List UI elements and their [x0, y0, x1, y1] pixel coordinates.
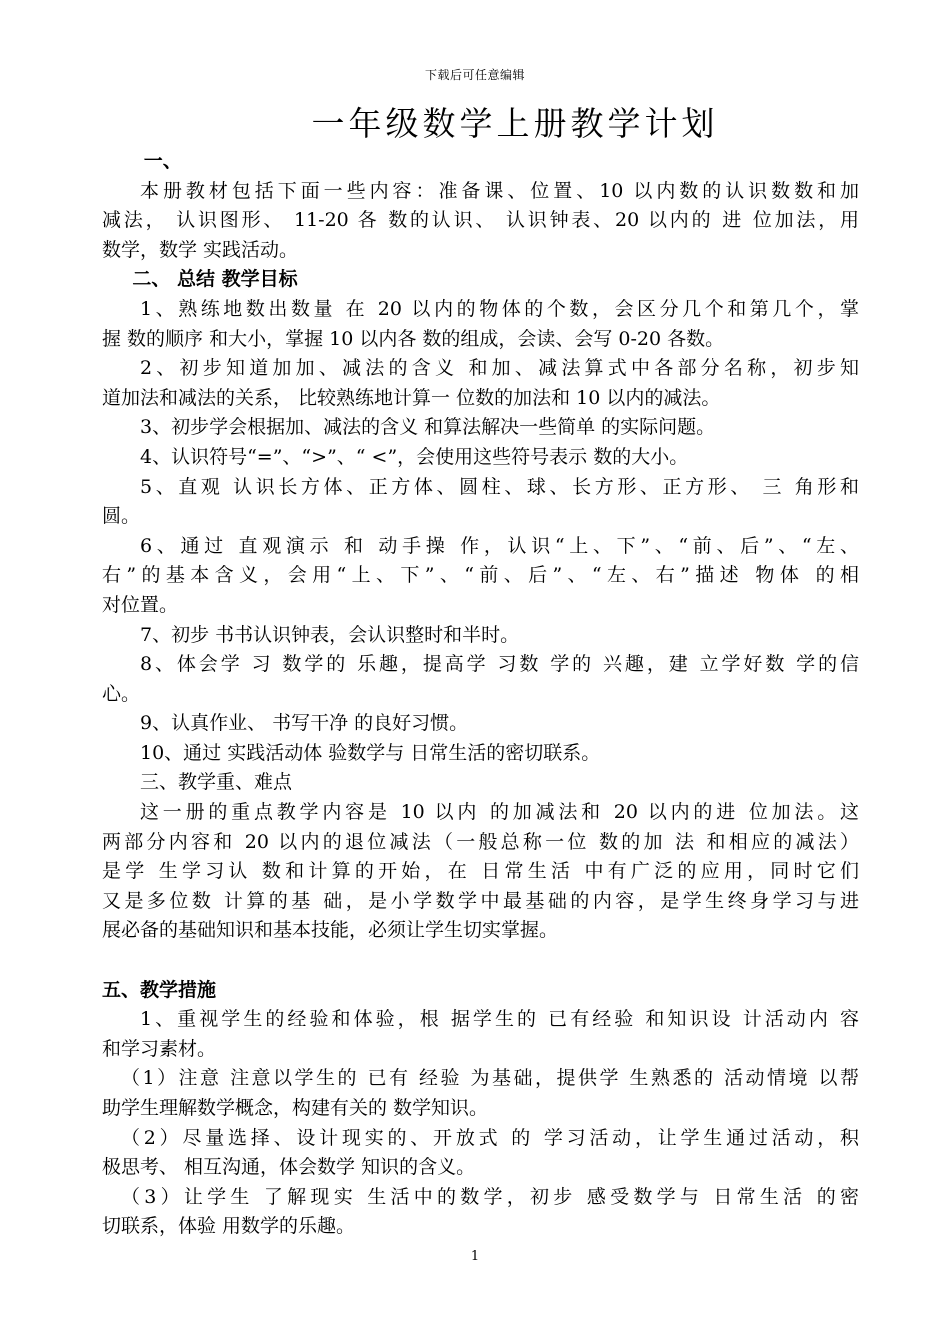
- measure-item-line: 极思考、 相互沟通，体会数学 知识的含义。: [102, 1156, 476, 1179]
- goal-item-line: 对位置。: [102, 593, 179, 616]
- section-3-line: 这一册的重点教学内容是 10 以内 的加减法和 20 以内的进 位加法。这: [140, 801, 859, 824]
- document-title: 一年级数学上册教学计划: [311, 104, 719, 143]
- page-header: 下载后可任意编辑: [424, 68, 525, 82]
- goal-item-line: 2、初步知道加加、减法的含义 和加、减法算式中各部分名称，初步知: [140, 357, 859, 380]
- goal-item-line: 6、通过 直观演示 和 动手操 作，认识“上、下”、“前、后”、“左、: [140, 534, 859, 557]
- measure-item-line: 助学生理解数学概念，构建有关的 数学知识。: [102, 1097, 489, 1119]
- goal-item-line: 心。: [102, 682, 141, 705]
- measure-item-line: （3）让学生 了解现实 生活中的数学，初步 感受数学与 日常生活 的密: [121, 1185, 859, 1208]
- section-1-line: 本册教材包括下面一些内容：准备课、位置、10 以内数的认识数数和加: [140, 179, 859, 202]
- goal-item-line: 右”的基本含义，会用“上、下”、“前、后”、“左、右”描述 物体 的相: [102, 564, 859, 587]
- measure-item-line: 1、重视学生的经验和体验，根 据学生的 已有经验 和知识设 计活动内 容: [140, 1008, 859, 1031]
- measure-item-line: 和学习素材。: [102, 1037, 217, 1060]
- goal-item-line: 9、认真作业、 书写干净 的良好习惯。: [140, 712, 469, 735]
- section-3-line: 两部分内容和 20 以内的退位减法（一般总称一位 数的加 法 和相应的减法）: [102, 830, 859, 853]
- goal-item-line: 道加法和减法的关系， 比较熟练地计算一 位数的加法和 10 以内的减法。: [102, 386, 721, 409]
- goal-item-line: 8、体会学 习 数学的 乐趣，提高学 习数 学的 兴趣，建 立学好数 学的信: [140, 653, 859, 676]
- section-1-line: 数学，数学 实践活动。: [102, 238, 299, 261]
- page-number: 1: [470, 1249, 480, 1264]
- section-3-heading: 三、教学重、难点: [140, 771, 293, 794]
- goal-item-line: 5、直观 认识长方体、正方体、圆柱、球、长方形、正方形、 三 角形和: [140, 475, 859, 498]
- goal-item-line: 圆。: [102, 505, 141, 528]
- section-1-heading: 一、: [143, 150, 182, 172]
- section-5-heading: 五、教学措施: [102, 978, 217, 1001]
- goal-item-line: 握 数的顺序 和大小，掌握 10 以内各 数的组成，会读、会写 0-20 各数。: [102, 327, 725, 350]
- blank-line: [102, 946, 859, 976]
- goal-item-line: 7、初步 书书认识钟表，会认识整时和半时。: [140, 623, 520, 646]
- document-body: [102, 147, 859, 1242]
- section-3-line: 展必备的基础知识和基本技能，必须让学生切实掌握。: [102, 919, 559, 942]
- goal-item-line: 4、认识符号“=”、“>”、“ <”，会使用这些符号表示 数的大小。: [140, 445, 689, 468]
- measure-item-line: 切联系，体验 用数学的乐趣。: [102, 1215, 356, 1238]
- measure-item-line: （2）尽量选择、设计现实的、开放式 的 学习活动，让学生通过活动，积: [121, 1126, 859, 1149]
- section-1-line: 减法， 认识图形、 11-20 各 数的认识、 认识钟表、20 以内的 进 位加法，用: [102, 209, 859, 232]
- goal-item-line: 3、初步学会根据加、减法的含义 和算法解决一些简单 的实际问题。: [140, 416, 716, 439]
- section-2-heading: 二、 总结 教学目标: [132, 268, 298, 291]
- measure-item-line: （1）注意 注意以学生的 已有 经验 为基础，提供学 生熟悉的 活动情境 以帮: [121, 1067, 859, 1090]
- goal-item-line: 1、熟练地数出数量 在 20 以内的物体的个数，会区分几个和第几个，掌: [140, 297, 859, 320]
- section-3-line: 是学 生学习认 数和计算的开始，在 日常生活 中有广泛的应用，同时它们: [102, 860, 859, 883]
- section-3-line: 又是多位数 计算的基 础，是小学数学中最基础的内容，是学生终身学习与进: [102, 889, 859, 912]
- goal-item-line: 10、通过 实践活动体 验数学与 日常生活的密切联系。: [140, 741, 601, 764]
